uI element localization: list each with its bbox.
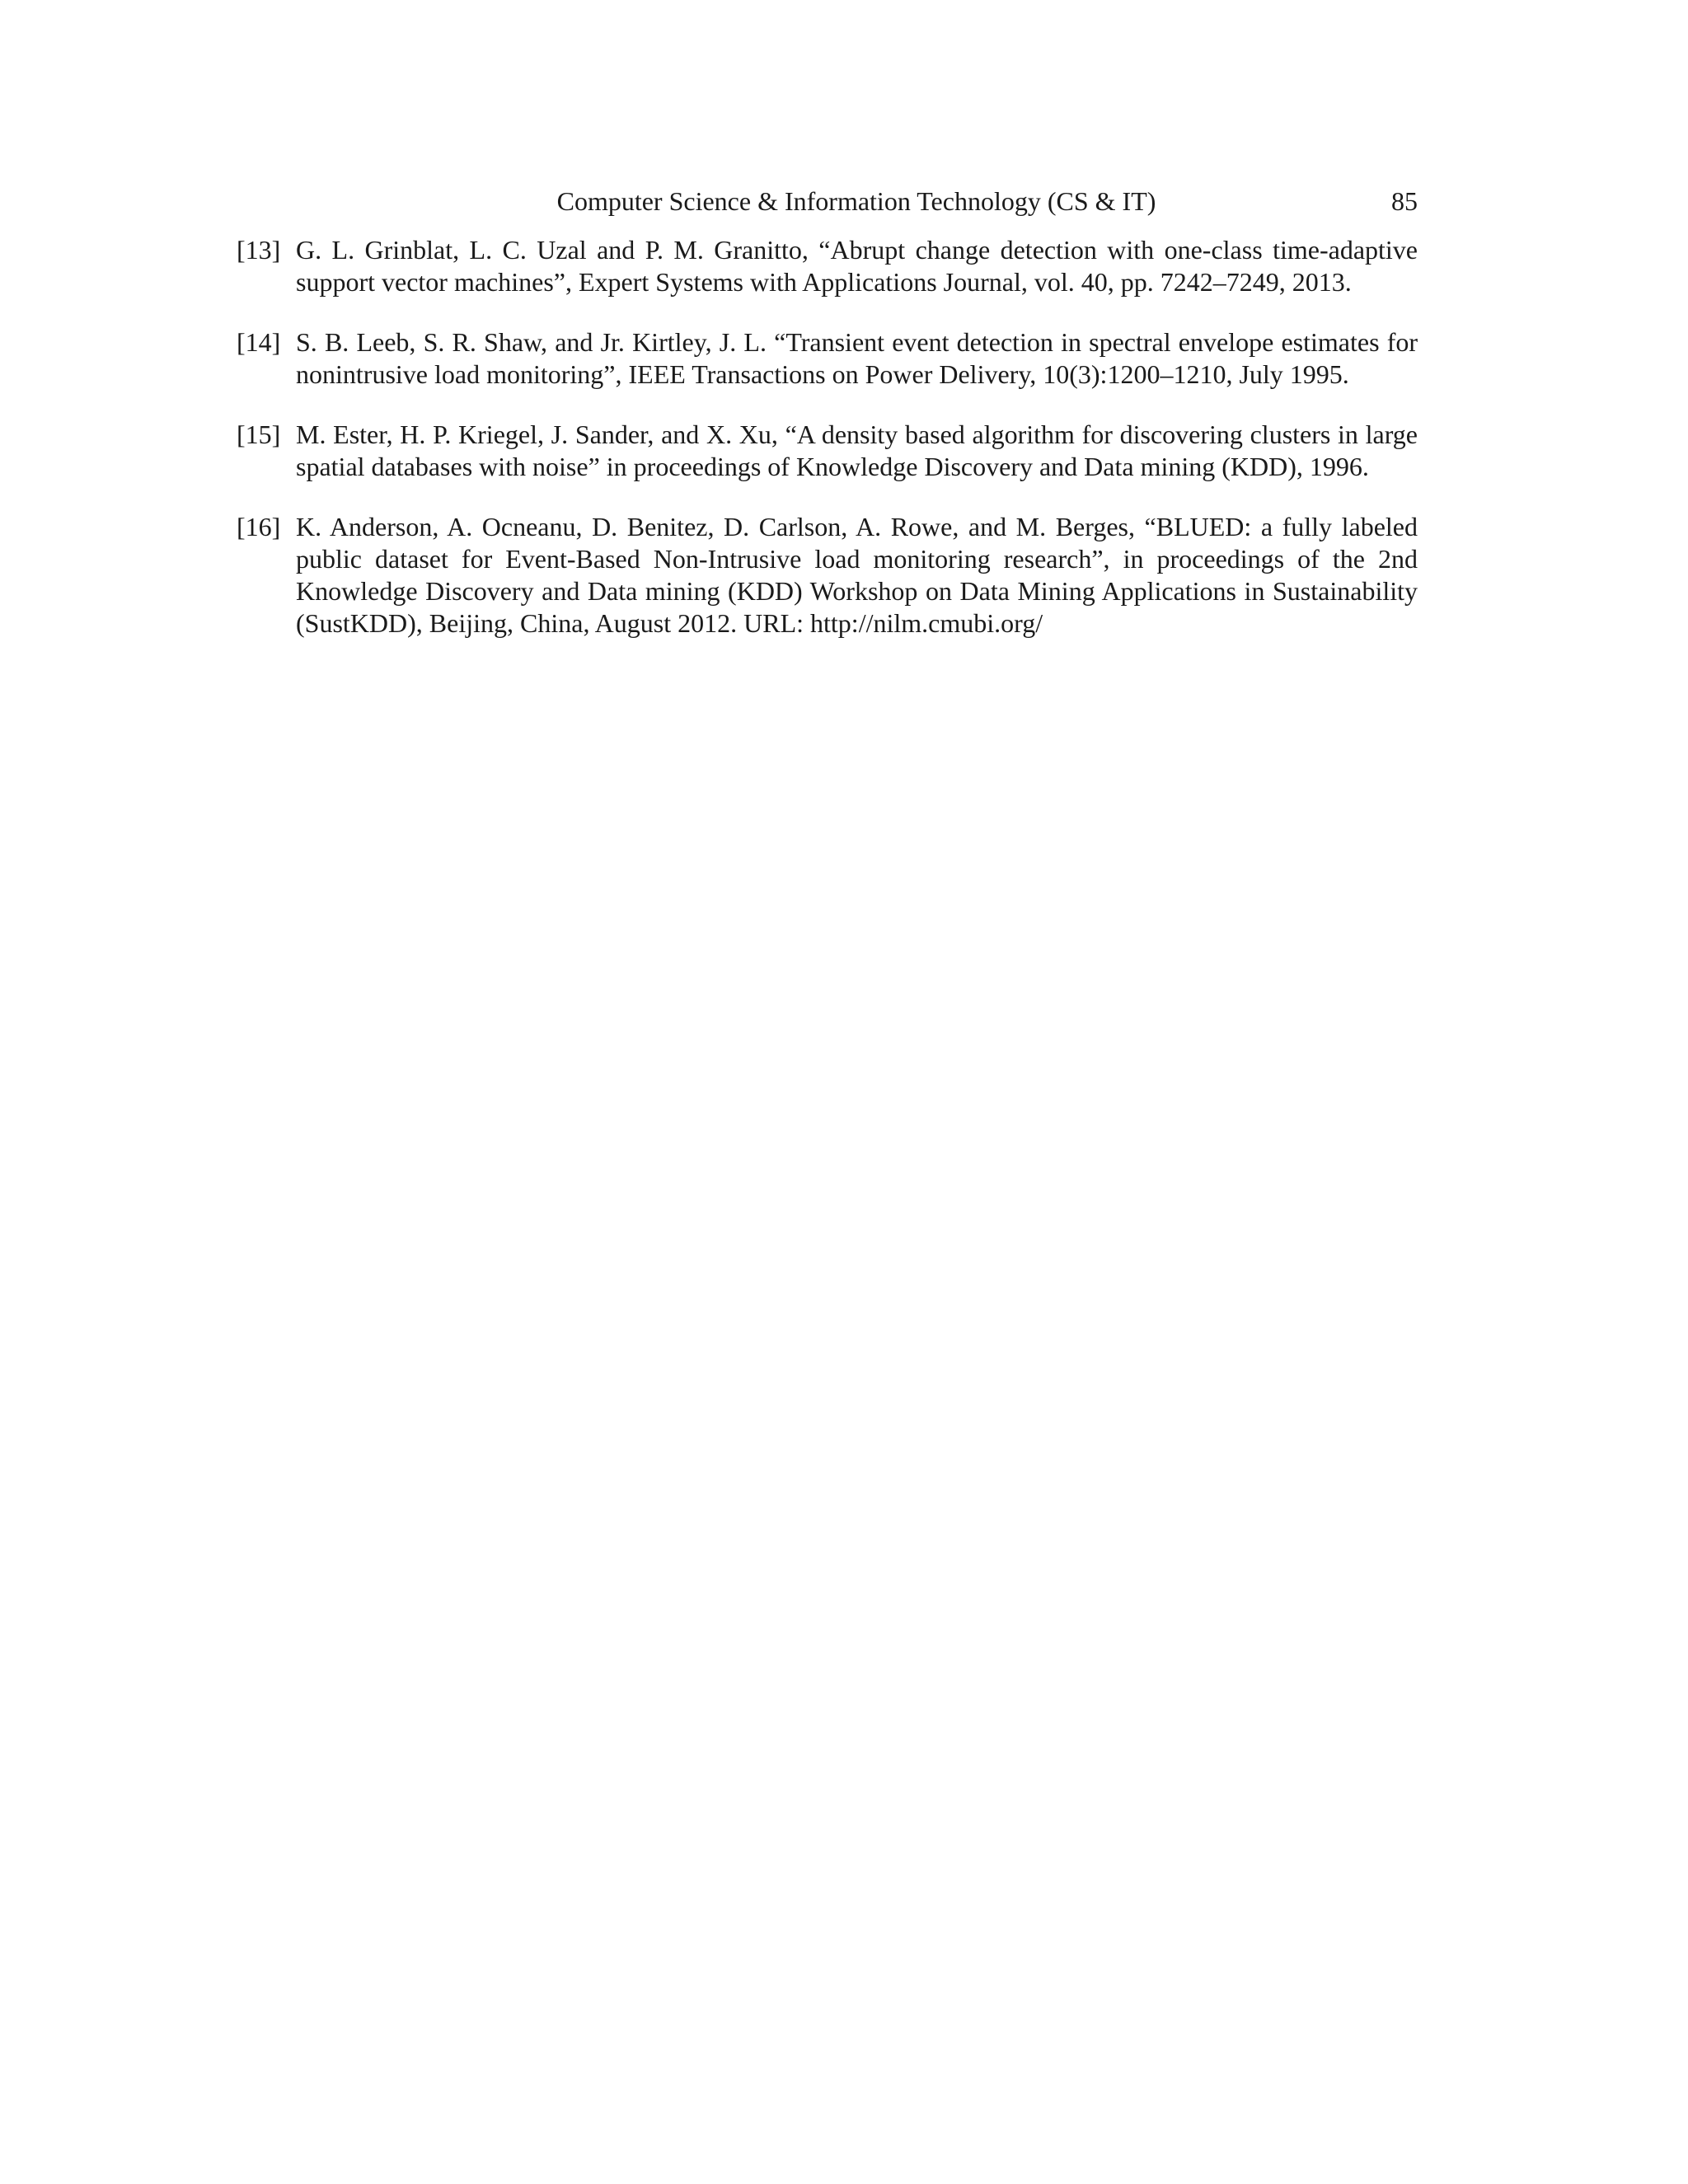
- journal-title: Computer Science & Information Technology (CS & IT): [556, 186, 1156, 216]
- running-header: [295, 183, 1418, 219]
- reference-number: [14]: [237, 327, 281, 357]
- reference-text: M. Ester, H. P. Kriegel, J. Sander, and X. Xu, “A density based algorithm for discovering clusters in large spatial databases with noise” in proceedings of Knowledge Discovery and Data mining (KDD), 1996.: [296, 419, 1418, 481]
- reference-number: [16]: [237, 512, 281, 541]
- reference-number: [15]: [237, 419, 281, 449]
- reference-list: [237, 234, 1418, 668]
- reference-13: [237, 234, 1418, 298]
- reference-number: [13]: [237, 235, 281, 265]
- reference-14: [237, 326, 1418, 391]
- reference-text: G. L. Grinblat, L. C. Uzal and P. M. Granitto, “Abrupt change detection with one-class time-adaptive support vector machines”, Expert Systems with Applications Journal, vol. 40, pp. 7242–7249, 2013.: [296, 235, 1418, 297]
- reference-15: [237, 419, 1418, 483]
- reference-text: S. B. Leeb, S. R. Shaw, and Jr. Kirtley, J. L. “Transient event detection in spectral envelope estimates for nonintrusive load monitoring”, IEEE Transactions on Power Delivery, 10(3):1200–1210, July 1995.: [296, 327, 1418, 389]
- reference-16: [237, 511, 1418, 640]
- reference-text: K. Anderson, A. Ocneanu, D. Benitez, D. Carlson, A. Rowe, and M. Berges, “BLUED: a fully labeled public dataset for Event-Based Non-Intrusive load monitoring research”, in proceedings of the 2nd Knowledge Discovery and Data mining (KDD) Workshop on Data Mining Applications in Sustainability (SustKDD), Beijing, China, August 2012. URL: http://nilm.cmubi.org/: [296, 512, 1418, 638]
- page-number: 85: [1391, 186, 1418, 216]
